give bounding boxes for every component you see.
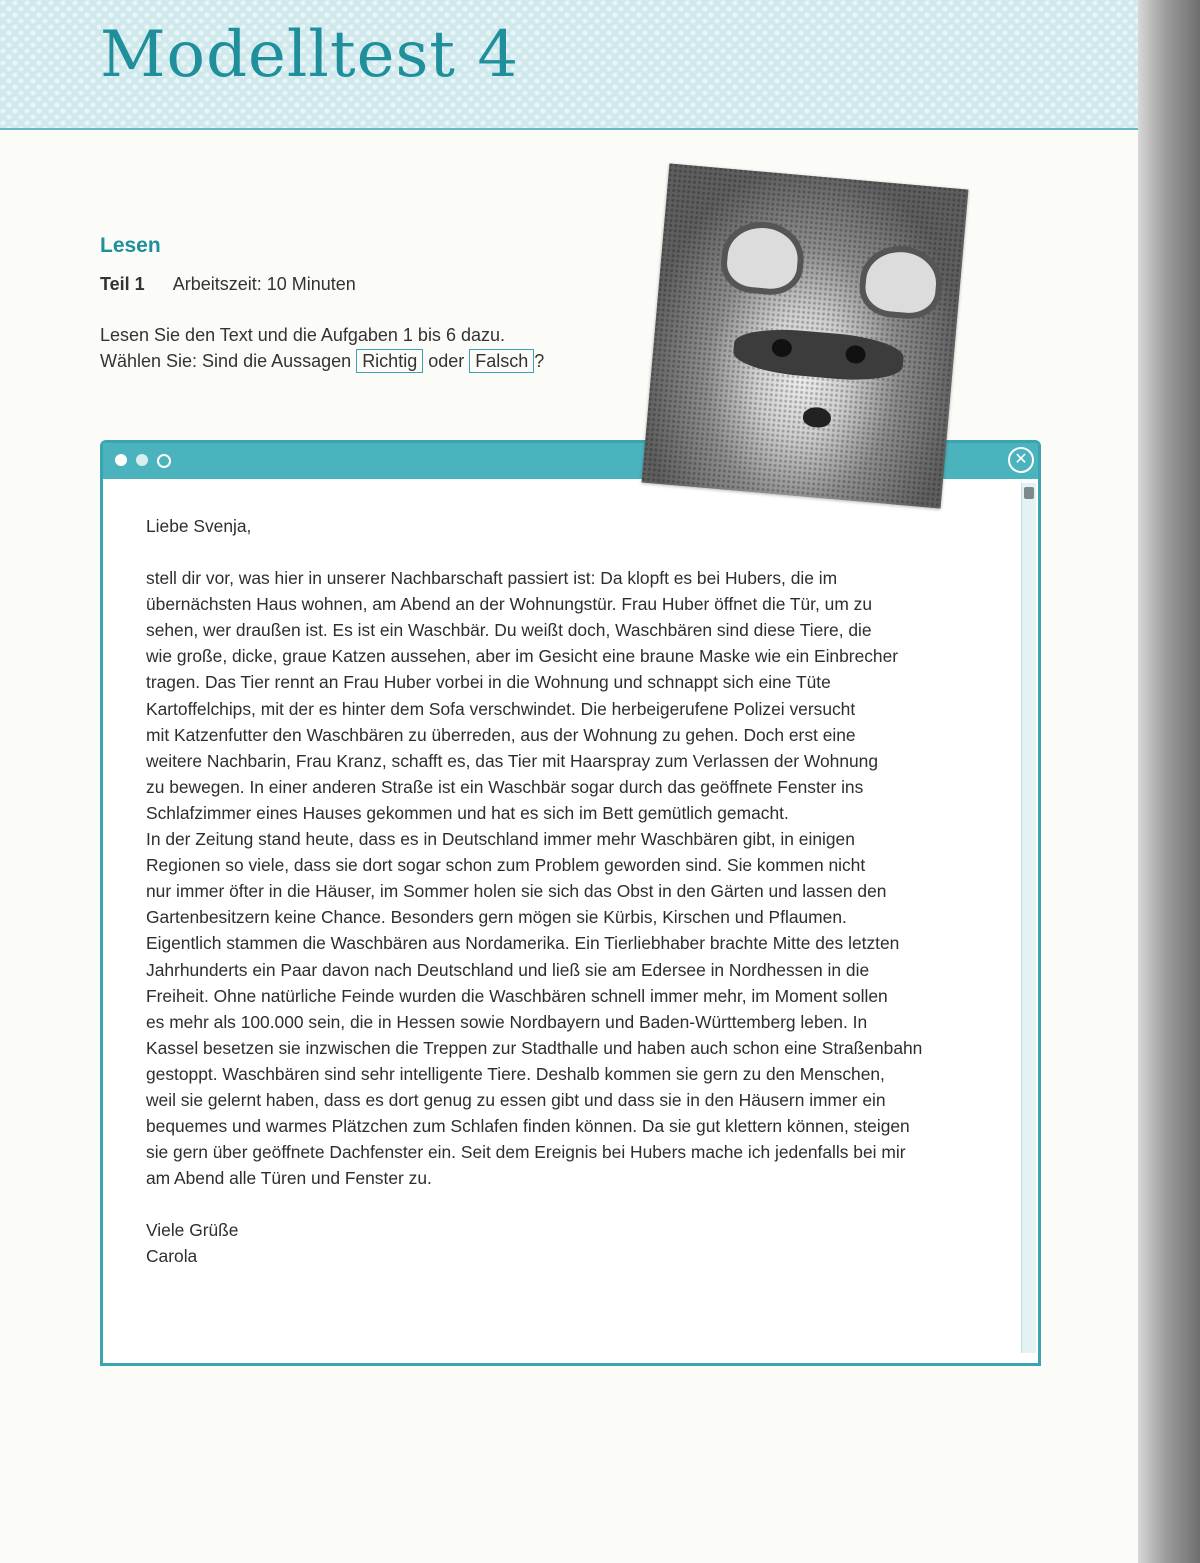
raccoon-ear-left xyxy=(719,219,807,298)
part-line xyxy=(100,274,356,295)
answer-option-richtig: Richtig xyxy=(356,349,423,373)
letter-text xyxy=(146,513,976,1270)
work-time: Arbeitszeit: 10 Minuten xyxy=(172,274,356,294)
scrollbar[interactable] xyxy=(1021,483,1036,1353)
answer-option-falsch: Falsch xyxy=(469,349,534,373)
letter-greeting: Liebe Svenja, xyxy=(146,516,252,536)
scrollbar-thumb[interactable] xyxy=(1024,487,1034,499)
instruction-suffix: ? xyxy=(534,351,545,371)
page-title: Modelltest 4 xyxy=(100,18,520,92)
book-spine-shadow xyxy=(1138,0,1200,1563)
raccoon-mask xyxy=(732,325,905,385)
letter-signature: Carola xyxy=(146,1246,198,1267)
instructions xyxy=(100,322,544,374)
raccoon-photo xyxy=(642,164,969,509)
window-dot-icon xyxy=(157,454,171,468)
close-icon[interactable]: ✕ xyxy=(1008,447,1034,473)
window-dot-icon xyxy=(136,454,148,466)
window-dot-icon xyxy=(115,454,127,466)
instruction-line-2 xyxy=(100,348,544,374)
instruction-prefix: Wählen Sie: Sind die Aussagen xyxy=(100,351,352,371)
raccoon-nose xyxy=(802,406,832,428)
raccoon-ear-right xyxy=(857,243,945,322)
instruction-line-1: Lesen Sie den Text und die Aufgaben 1 bis 6 dazu. xyxy=(100,325,505,345)
part-label: Teil 1 xyxy=(100,274,145,294)
instruction-connector: oder xyxy=(428,351,465,371)
letter-body: stell dir vor, was hier in unserer Nachbarschaft passiert ist: Da klopft es bei Hubers, die im übernächsten Haus wohnen, am Abend an der Wohnungstür. Frau Huber öffnet die Tür, um zu sehen, wer draußen ist. Es ist ein Waschbär. Du weißt doch, Waschbären sind diese Tiere, die wie große, dicke, graue Katzen aussehen, aber im Gesicht eine braune Maske wie ein Einbrecher tragen. Das Tier rennt an Frau Huber vorbei in die Wohnung und schnappt sich eine Tüte Kartoffelchips, mit der es hinter dem Sofa verschwindet. Die herbeigerufene Polizei versucht mit Katzenfutter den Waschbären zu überreden, aus der Wohnung zu gehen. Doch erst eine weitere Nachbarin, Frau Kranz, schafft es, das Tier mit Haarspray zum Verlassen der Wohnung zu bewegen. In einer anderen Straße ist ein Waschbär sogar durch das geöffnete Fenster ins Schlafzimmer eines Hauses gekommen und hat es sich im Bett gemütlich gemacht. In der Zeitung stand heute, dass es in Deutschland immer mehr Waschbären gibt, in einigen Regionen so viele, dass sie dort sogar schon zum Problem geworden sind. Sie kommen nicht nur immer öfter in die Häuser, im Sommer holen sie sich das Obst in den Gärten und lassen den Gartenbesitzern keine Chance. Besonders gern mögen sie Kürbis, Kirschen und Pflaumen. Eigentlich stammen die Waschbären aus Nordamerika. Ein Tierliebhaber brachte Mitte des letzten Jahrhunderts ein Paar davon nach Deutschland und ließ sie am Edersee in Nordhessen in die Freiheit. Ohne natürliche Feinde wurden die Waschbären schnell immer mehr, im Moment sollen es mehr als 100.000 sein, die in Hessen sowie Nordbayern und Baden-Württemberg leben. In Kassel besetzen sie inzwischen die Treppen zur Stadthalle und haben auch schon eine Straßenbahn gestoppt. Waschbären sind sehr intelligente Tiere. Deshalb kommen sie gern zu den Menschen, weil sie gelernt haben, dass es dort genug zu essen gibt und dass sie in den Häusern immer ein bequemes und warmes Plätzchen zum Schlafen finden können. Da sie gut klettern können, steigen sie gern über geöffnete Dachfenster ein. Seit dem Ereignis bei Hubers mache ich jedenfalls bei mir am Abend alle Türen und Fenster zu. xyxy=(146,568,923,1189)
letter-closing: Viele Grüße xyxy=(146,1220,239,1241)
header-band xyxy=(0,0,1140,130)
section-heading: Lesen xyxy=(100,234,161,257)
message-window xyxy=(100,440,1041,1366)
